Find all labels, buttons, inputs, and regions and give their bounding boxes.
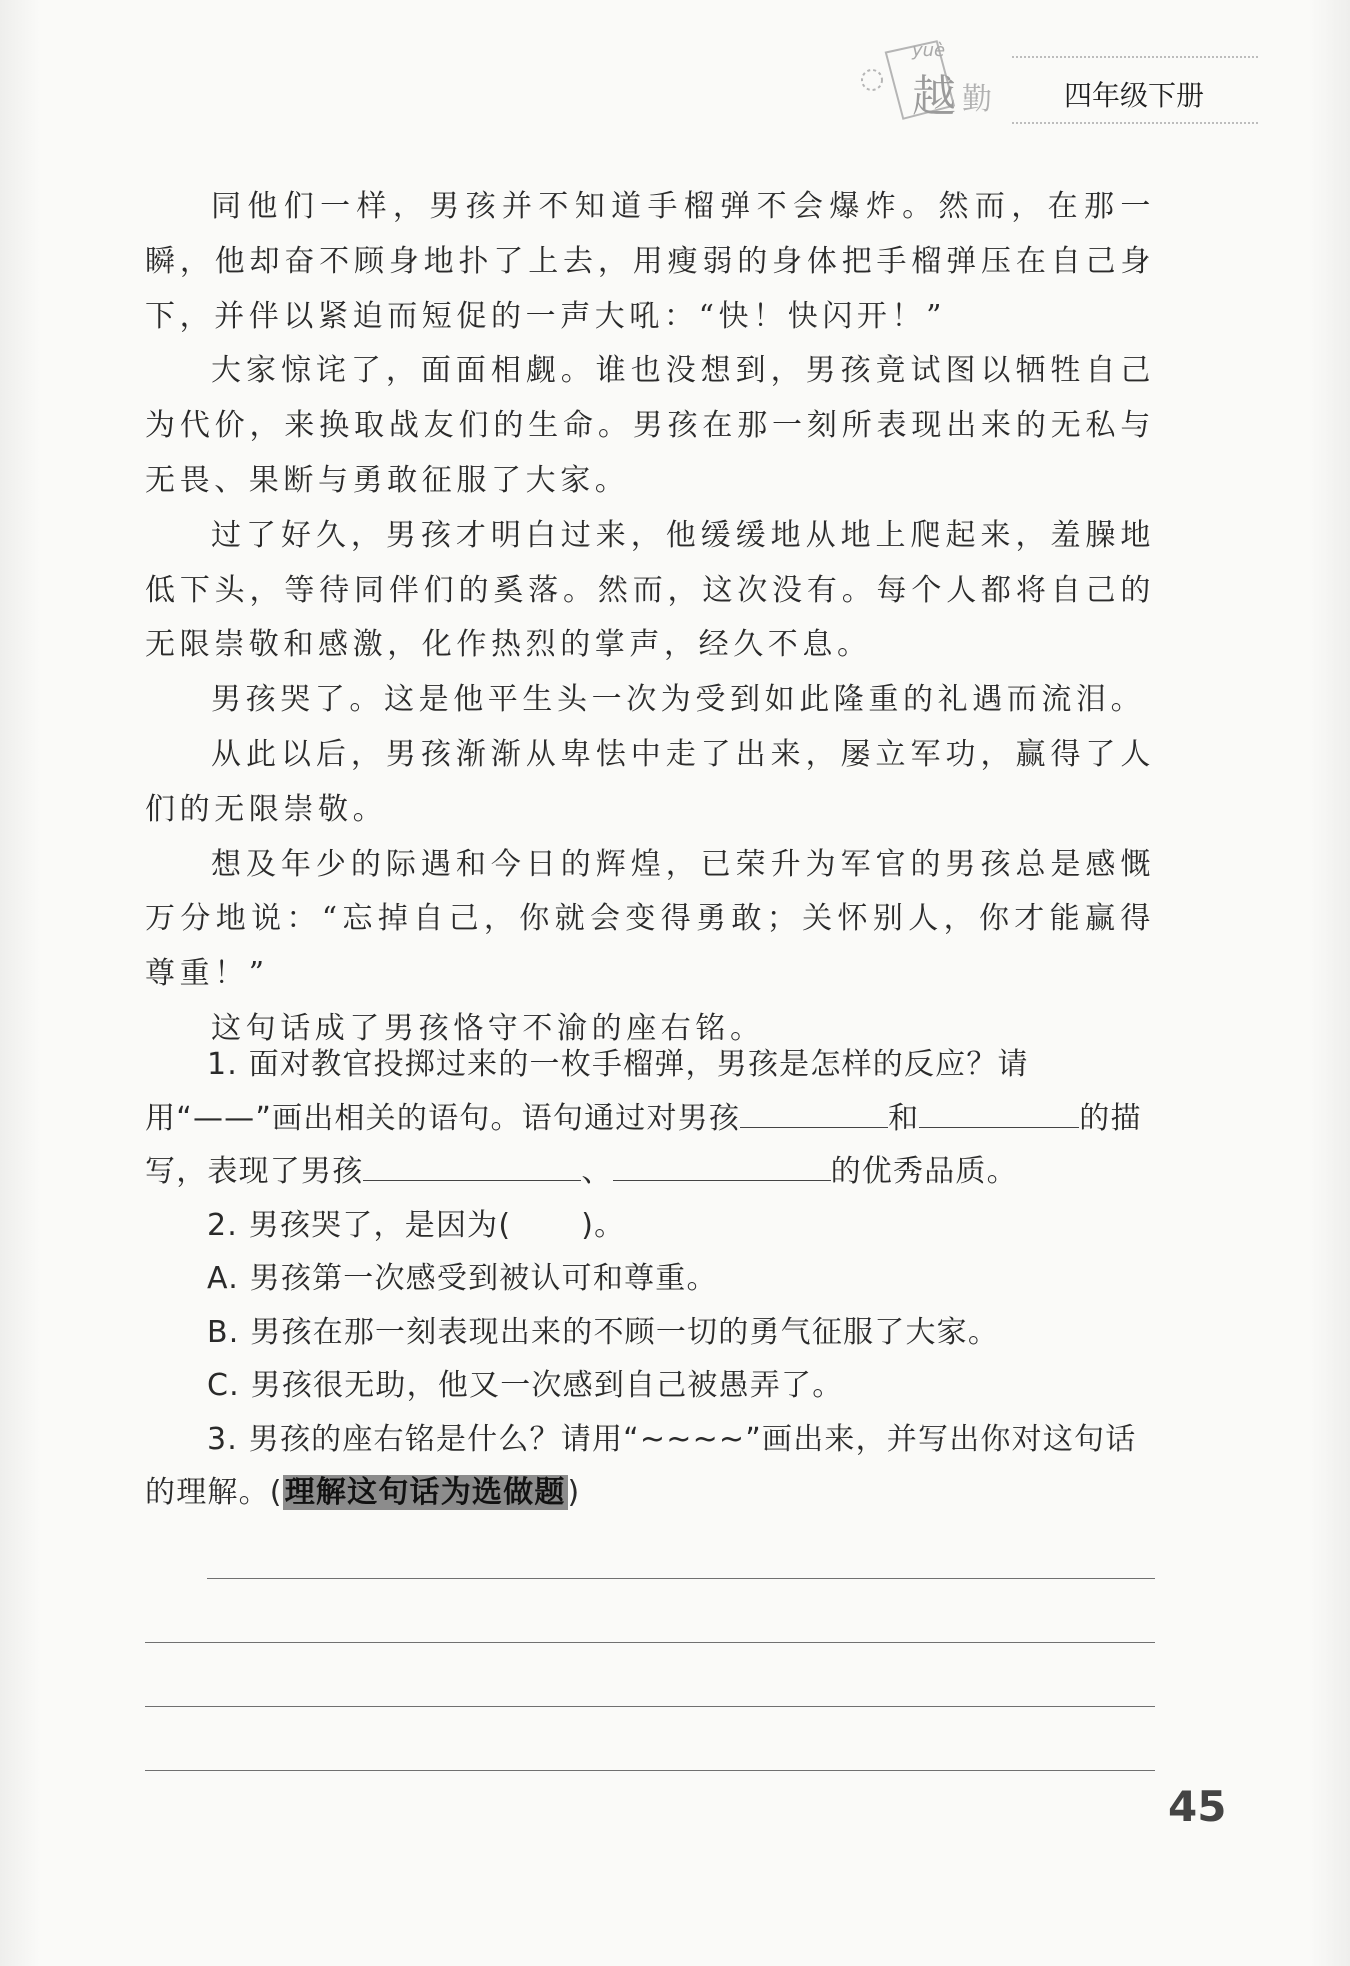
passage-paragraph: 男孩哭了。这是他平生头一次为受到如此隆重的礼遇而流泪。 (211, 682, 1146, 718)
question-1-text: 1. 面对教官投掷过来的一枚手榴弹，男孩是怎样的反应？请用“——”画出相关的语句。语句通过对男孩 (145, 1047, 1029, 1136)
question-1-text-3: 的优秀品质。 (830, 1154, 1018, 1189)
question-2-stem-end: )。 (581, 1207, 626, 1243)
answer-blank[interactable] (363, 1150, 581, 1181)
answer-line[interactable] (145, 1642, 1155, 1643)
questions-section (145, 1038, 1155, 1520)
question-1-and: 和 (888, 1100, 920, 1136)
answer-blank[interactable] (740, 1097, 888, 1128)
option-a: A. 男孩第一次感受到被认可和尊重。 (207, 1261, 718, 1296)
question-1 (145, 1038, 1155, 1199)
passage-paragraph: 从此以后，男孩渐渐从卑怯中走了出来，屡立军功，赢得了人们的无限崇敬。 (145, 736, 1155, 827)
school-stamp-logo (850, 40, 1000, 120)
question-2-stem: 2. 男孩哭了，是因为( (207, 1207, 512, 1243)
answer-line[interactable] (145, 1706, 1155, 1707)
passage-paragraph: 同他们一样，男孩并不知道手榴弹不会爆炸。然而，在那一瞬，他却奋不顾身地扑了上去，用瘦弱的身体把手榴弹压在自己身下，并伴以紧迫而短促的一声大吼：“快！快闪开！” (145, 189, 1155, 334)
reading-passage (145, 180, 1155, 1057)
passage-paragraph: 这句话成了男孩恪守不渝的座右铭。 (211, 1010, 765, 1046)
passage-paragraph: 想及年少的际遇和今日的辉煌，已荣升为军官的男孩总是感慨万分地说：“忘掉自己，你就会变得勇敢；关怀别人，你才能赢得尊重！” (145, 846, 1155, 992)
page-number: 45 (1168, 1782, 1227, 1831)
answer-blank[interactable] (919, 1097, 1079, 1128)
stamp-char-1: 越 (912, 71, 956, 122)
stamp-char-2: 勤 (962, 82, 992, 117)
question-3 (145, 1413, 1155, 1520)
question-3-close: ) (567, 1475, 581, 1510)
question-2 (145, 1199, 1155, 1253)
option-c: C. 男孩很无助，他又一次感到自己被愚弄了。 (207, 1368, 844, 1403)
optional-note-highlight: 理解这句话为选做题 (284, 1475, 566, 1510)
passage-paragraph: 过了好久，男孩才明白过来，他缓缓地从地上爬起来，羞臊地低下头，等待同伴们的奚落。然而，这次没有。每个人都将自己的无限崇敬和感激，化作热烈的掌声，经久不息。 (145, 517, 1155, 663)
option-b: B. 男孩在那一刻表现出来的不顾一切的勇气征服了大家。 (207, 1314, 1000, 1350)
grade-label: 四年级下册 (1064, 79, 1205, 112)
answer-line[interactable] (145, 1770, 1155, 1771)
question-1-text-2: 的描写，表现了男孩 (145, 1100, 1142, 1189)
answer-line[interactable] (207, 1578, 1155, 1579)
passage-paragraph: 大家惊诧了，面面相觑。谁也没想到，男孩竟试图以牺牲自己为代价，来换取战友们的生命。男孩在那一刻所表现出来的无私与无畏、果断与勇敢征服了大家。 (145, 353, 1155, 498)
question-1-separator: 、 (581, 1154, 613, 1189)
answer-blank[interactable] (613, 1150, 831, 1181)
stamp-pinyin: yuè (912, 40, 946, 61)
question-3-stem: 3. 男孩的座右铭是什么？请用“~~~~”画出来，并写出你对这句话的理解。( (145, 1421, 1137, 1510)
